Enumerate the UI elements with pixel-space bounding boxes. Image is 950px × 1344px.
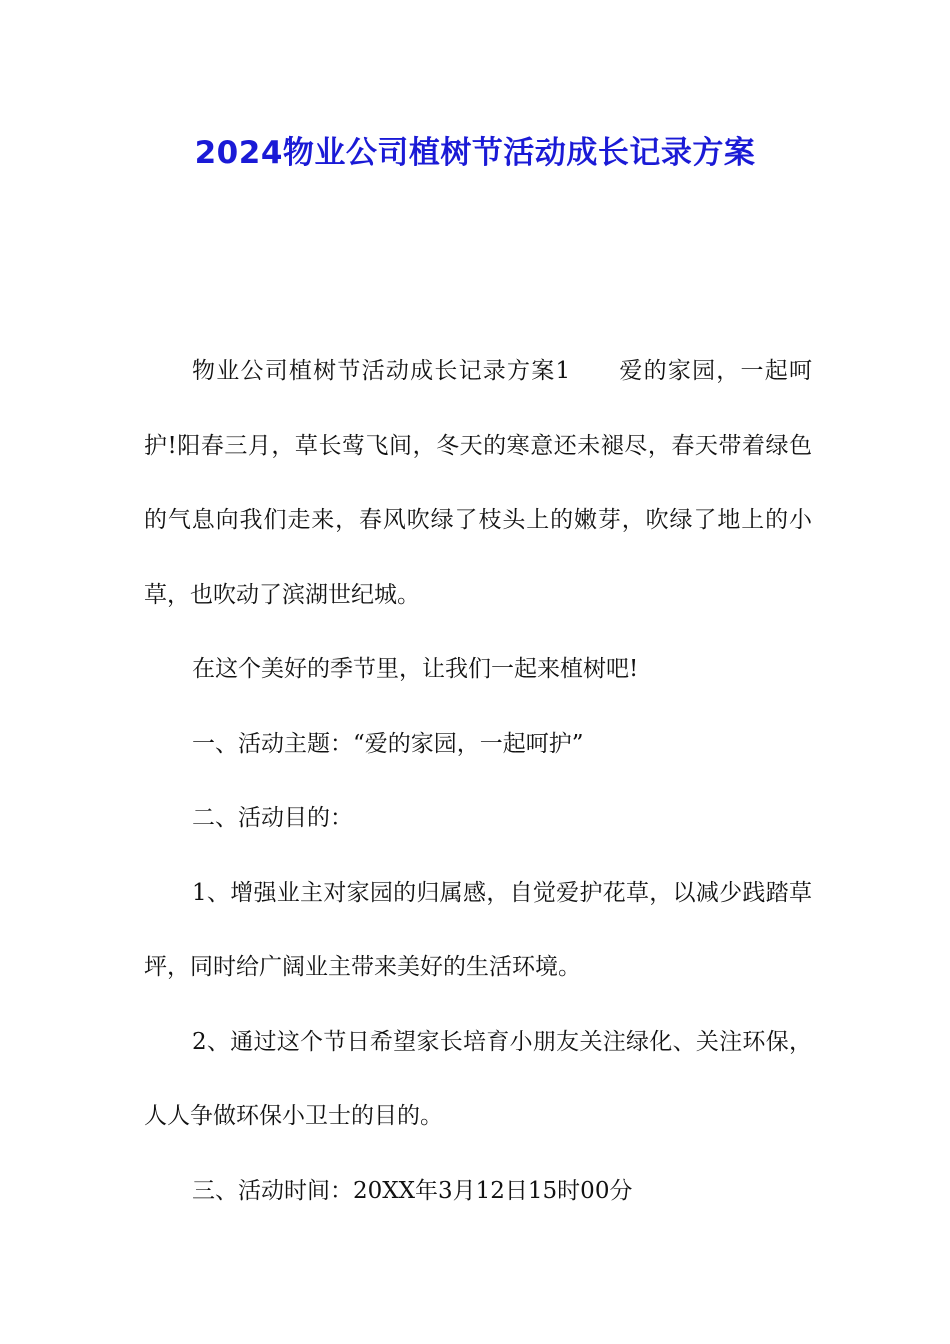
purpose-item-1: 1、增强业主对家园的归属感，自觉爱护花草，以减少践踏草坪，同时给广阔业主带来美好的生活环境。 xyxy=(144,879,812,980)
section-purpose-heading: 二、活动目的： xyxy=(192,805,353,831)
paragraph-invitation: 在这个美好的季节里，让我们一起来植树吧! xyxy=(192,656,639,682)
section-time: 三、活动时间：20XX年3月12日15时00分 xyxy=(192,1177,633,1204)
document-title: 2024物业公司植树节活动成长记录方案 xyxy=(194,135,756,171)
purpose-item-2: 2、通过这个节日希望家长培育小朋友关注绿化、关注环保，人人争做环保小卫士的目的。 xyxy=(144,1028,812,1129)
plan-heading: 物业公司植树节活动成长记录方案1 xyxy=(192,358,571,384)
intro-text: 爱的家园，一起呵护!阳春三月，草长莺飞间，冬天的寒意还未褪尽，春天带着绿色的气息向我们走来，春风吹绿了枝头上的嫩芽，吹绿了地上的小草，也吹动了滨湖世纪城。 xyxy=(144,358,813,608)
paragraph-intro xyxy=(144,334,812,632)
section-theme: 一、活动主题：“爱的家园，一起呵护” xyxy=(192,730,584,757)
document-body xyxy=(144,334,812,1228)
